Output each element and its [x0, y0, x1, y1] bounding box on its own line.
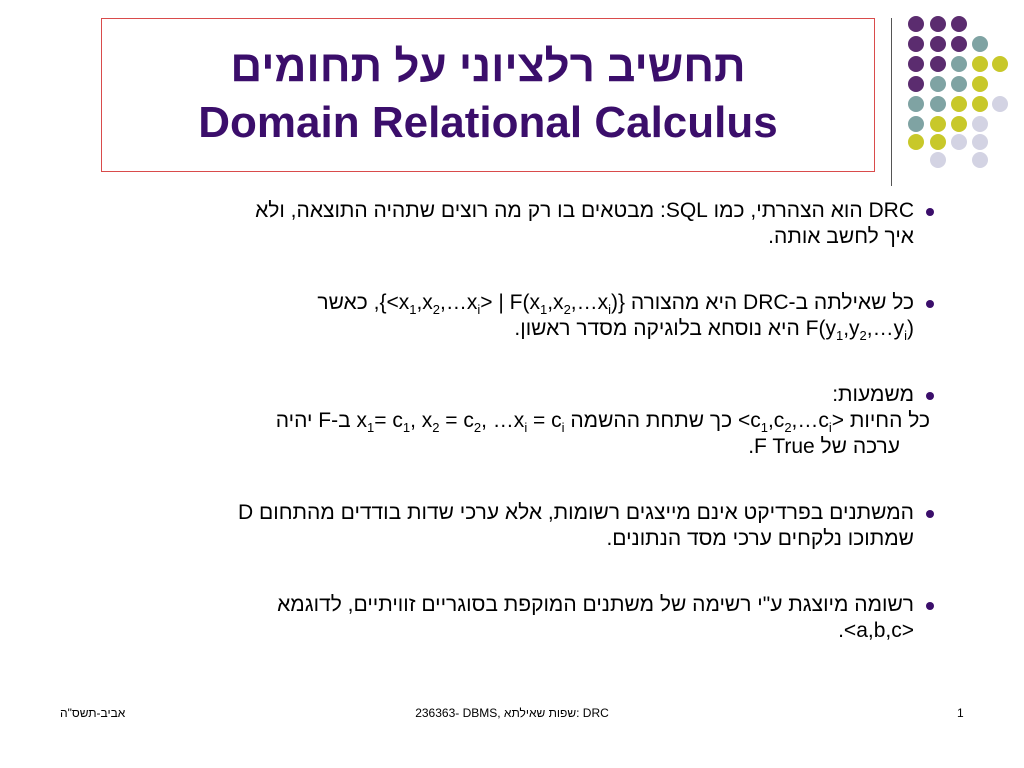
- slide-body: [60, 192, 940, 644]
- decor-dot: [951, 134, 967, 150]
- decor-dot: [951, 116, 967, 132]
- footer-left: אביב-תשס"ה: [60, 706, 126, 720]
- tuple-c: $<c_1,c_2,\dots c_i>$: [737, 409, 845, 436]
- decor-dot: [951, 56, 967, 72]
- formula-f-y: $F(y_1,y_2,\dots y_i)$: [805, 317, 914, 344]
- title-english: Domain Relational Calculus: [198, 98, 778, 147]
- bullet-3-heading: משמעות:: [832, 383, 914, 406]
- decor-dot: [908, 96, 924, 112]
- decor-dot: [972, 56, 988, 72]
- decor-dot: [951, 36, 967, 52]
- bullet-2-line-2-text: היא נוסחא בלוגיקה מסדר ראשון.: [514, 317, 806, 340]
- bullet-3-line-1: [60, 408, 930, 434]
- decor-dot: [951, 76, 967, 92]
- bullet-dot: [926, 300, 934, 308]
- bullet-item-5: [60, 592, 940, 644]
- bullet-2-line-1: [60, 290, 914, 316]
- bullet-dot: [926, 208, 934, 216]
- bullet-4-line-1: המשתנים בפרדיקט אינם מייצגים רשומות, אלא ערכי שדות בודדים מהתחום D: [238, 501, 914, 524]
- bullet-item-4: [60, 500, 940, 552]
- decor-dot: [930, 56, 946, 72]
- decor-dot: [951, 16, 967, 32]
- decor-dot: [908, 116, 924, 132]
- bullet-4-line-2: שמתוכו נלקחים ערכי מסד הנתונים.: [606, 527, 914, 550]
- footer-page-number: 1: [957, 706, 964, 720]
- decor-dot: [972, 134, 988, 150]
- bullet-dot: [926, 392, 934, 400]
- decor-dot: [908, 16, 924, 32]
- decor-dot: [930, 134, 946, 150]
- bullet-5-line-2: <a,b,c>.: [838, 619, 914, 642]
- decor-dot: [972, 116, 988, 132]
- vertical-divider: [891, 18, 892, 186]
- bullet-item-1: [60, 198, 940, 250]
- decor-dot: [972, 36, 988, 52]
- bullet-2-prefix: כל שאילתה ב-DRC היא מהצורה: [625, 291, 914, 314]
- decor-dot: [930, 96, 946, 112]
- decor-dot: [930, 116, 946, 132]
- bullet-1-line-2: איך לחשב אותה.: [768, 225, 914, 248]
- bullet-3-line-1-prefix: כל החיות: [844, 409, 930, 432]
- query-form-formula: {$<x_1,x_2,\dots x_i>$ | $F(x_1,x_2,\dots x_i)$}: [379, 291, 626, 318]
- bullet-2-line-2: [60, 316, 914, 342]
- decor-dot: [930, 36, 946, 52]
- decor-dot: [908, 56, 924, 72]
- footer-center: 236363- DBMS, שפות שאילתא: DRC: [415, 706, 609, 720]
- bullet-dot: [926, 602, 934, 610]
- decor-dot: [930, 16, 946, 32]
- assignment-formula: $x_1= c_1$, $x_2 = c_2$, $\dots x_i = c_i$: [356, 409, 565, 436]
- decor-dot: [908, 134, 924, 150]
- title-box: [101, 18, 875, 172]
- bullet-dot: [926, 510, 934, 518]
- decor-dot: [992, 56, 1008, 72]
- bullet-3-line-2: ערכה של F True.: [748, 435, 900, 458]
- bullet-2-suffix: , כאשר: [317, 291, 380, 314]
- bullet-1-line-1: DRC הוא הצהרתי, כמו SQL: מבטאים בו רק מה רוצים שתהיה התוצאה, ולא: [255, 199, 914, 222]
- bullet-3-line-1-suffix: ב-F יהיה: [275, 409, 357, 432]
- title-hebrew: תחשיב רלציוני על תחומים: [230, 42, 746, 91]
- decor-dot: [930, 152, 946, 168]
- decor-dot: [992, 96, 1008, 112]
- bullet-5-line-1: רשומה מיוצגת ע"י רשימה של משתנים המוקפת בסוגריים זוויתיים, לדוגמא: [277, 593, 914, 616]
- bullet-item-3: [60, 382, 940, 460]
- decor-dot: [951, 96, 967, 112]
- decor-dot: [972, 96, 988, 112]
- decor-dot: [908, 36, 924, 52]
- bullet-item-2: [60, 290, 940, 342]
- bullet-3-line-1-mid: כך שתחת ההשמה: [564, 409, 738, 432]
- decor-dot: [972, 152, 988, 168]
- decor-dot: [908, 76, 924, 92]
- decor-dot: [972, 76, 988, 92]
- decor-dot: [930, 76, 946, 92]
